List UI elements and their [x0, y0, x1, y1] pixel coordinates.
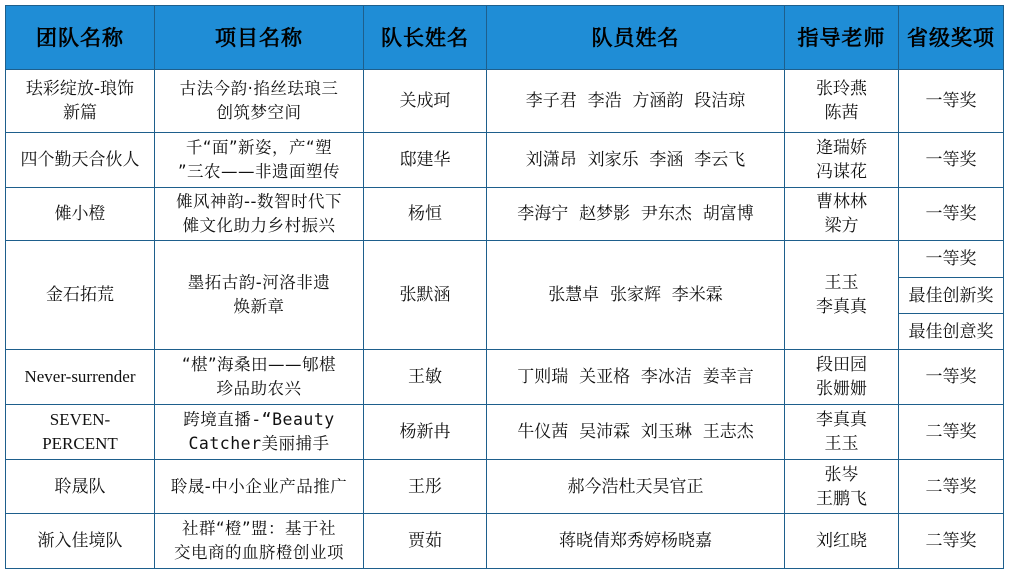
project-name-line: ”三农——非遗面塑传 [177, 162, 341, 181]
project-name-line: 创筑梦空间 [216, 103, 302, 122]
member-names-cell: 牛仪茜 吴沛霖 刘玉琳 王志杰 [487, 405, 785, 460]
advisor-name: 曹林林 [816, 192, 867, 212]
project-name-line: 傩风神韵--数智时代下 [176, 192, 342, 211]
project-name-cell [155, 514, 364, 569]
advisor-name: 逄瑞娇 [816, 138, 867, 158]
table-row [6, 350, 1004, 405]
advisor-name: 李真真 [816, 410, 867, 430]
header-row [6, 6, 1004, 70]
award-cell: 一等奖 [899, 188, 1004, 241]
advisor-name: 王鹏飞 [816, 488, 867, 509]
advisors-cell [785, 405, 899, 460]
leader-name-cell: 王敏 [364, 350, 487, 405]
award-cell: 一等奖 [899, 241, 1004, 278]
member-names-cell: 李子君 李浩 方涵韵 段洁琼 [487, 70, 785, 133]
team-name-cell: Never-surrender [6, 350, 155, 405]
advisor-name: 张姗姗 [816, 379, 867, 399]
advisor-name: 李真真 [816, 297, 867, 317]
member-names-cell: 刘潇昂 刘家乐 李涵 李云飞 [487, 133, 785, 188]
header-member-names: 队员姓名 [487, 6, 785, 70]
advisors-cell: 刘红晓 [785, 514, 899, 569]
leader-name-cell: 张默涵 [364, 241, 487, 350]
project-name-line: 千“面”新姿，产“塑 [185, 138, 333, 157]
table-row [6, 133, 1004, 188]
advisors-cell [785, 241, 899, 350]
project-name-cell [155, 133, 364, 188]
project-name-cell [155, 405, 364, 460]
project-name-cell [155, 70, 364, 133]
header-team-name: 团队名称 [6, 6, 155, 70]
team-name-line: 珐彩绽放-琅饰 [25, 79, 135, 99]
leader-name-cell: 贾茹 [364, 514, 487, 569]
award-cell: 最佳创新奖 [899, 278, 1004, 314]
award-cell: 二等奖 [899, 514, 1004, 569]
project-name-line: 珍品助农兴 [216, 379, 302, 398]
team-name-cell [6, 405, 155, 460]
advisors-cell [785, 70, 899, 133]
member-names-cell: 蒋晓倩郑秀婷杨晓嘉 [487, 514, 785, 569]
project-name-line: 墨拓古韵-河洛非遗 [187, 273, 331, 292]
advisors-cell [785, 350, 899, 405]
team-name-line: PERCENT [42, 434, 118, 453]
project-name-cell [155, 188, 364, 241]
project-name-cell [155, 241, 364, 350]
leader-name-cell: 杨恒 [364, 188, 487, 241]
advisors-cell [785, 188, 899, 241]
leader-name-cell: 邸建华 [364, 133, 487, 188]
table-row [6, 241, 1004, 278]
advisor-name: 陈茜 [824, 103, 859, 123]
table-row [6, 70, 1004, 133]
advisor-name: 冯谋花 [816, 162, 867, 182]
project-name-line: 傩文化助力乡村振兴 [182, 216, 336, 235]
advisors-cell [785, 133, 899, 188]
member-names-cell: 郝今浩杜天昊官正 [487, 460, 785, 514]
award-cell: 最佳创意奖 [899, 314, 1004, 350]
header-leader-name: 队长姓名 [364, 6, 487, 70]
team-name-cell: 渐入佳境队 [6, 514, 155, 569]
advisor-name: 张岑 [824, 464, 859, 485]
project-name-line: 跨境直播-“Beauty [183, 410, 335, 429]
award-cell: 二等奖 [899, 460, 1004, 514]
leader-name-cell: 杨新冉 [364, 405, 487, 460]
project-name-cell: 聆晟-中小企业产品推广 [155, 460, 364, 514]
award-cell: 二等奖 [899, 405, 1004, 460]
team-name-cell: 傩小橙 [6, 188, 155, 241]
table-row [6, 405, 1004, 460]
project-name-line: 交电商的血脐橙创业项 [174, 543, 344, 562]
project-name-line: “椹”海桑田——郇椹 [181, 355, 337, 374]
advisors-cell [785, 460, 899, 514]
team-name-cell: 聆晟队 [6, 460, 155, 514]
award-cell: 一等奖 [899, 70, 1004, 133]
advisor-name: 王玉 [824, 273, 859, 293]
awards-table [5, 5, 1004, 569]
advisor-name: 段田园 [816, 355, 867, 375]
advisor-name: 王玉 [824, 434, 859, 454]
table-row [6, 460, 1004, 514]
advisor-name: 梁方 [824, 216, 859, 236]
team-name-cell: 四个勤天合伙人 [6, 133, 155, 188]
team-name-line: SEVEN- [49, 410, 111, 429]
member-names-cell: 李海宁 赵梦影 尹东杰 胡富博 [487, 188, 785, 241]
project-name-line: 社群“橙”盟：基于社 [181, 519, 337, 538]
project-name-line: 古法今韵·掐丝珐琅三 [179, 79, 339, 98]
team-name-line: 新篇 [63, 103, 97, 123]
project-name-line: 焕新章 [233, 297, 285, 316]
table-row [6, 514, 1004, 569]
leader-name-cell: 关成珂 [364, 70, 487, 133]
member-names-cell: 丁则瑞 关亚格 李冰洁 姜幸言 [487, 350, 785, 405]
project-name-cell [155, 350, 364, 405]
leader-name-cell: 王彤 [364, 460, 487, 514]
project-name-line: Catcher美丽捕手 [188, 434, 330, 453]
member-names-cell: 张慧卓 张家辉 李米霖 [487, 241, 785, 350]
header-advisors: 指导老师 [785, 6, 899, 70]
team-name-cell: 金石拓荒 [6, 241, 155, 350]
table-row [6, 188, 1004, 241]
advisor-name: 张玲燕 [816, 79, 867, 99]
header-provincial-award: 省级奖项 [899, 6, 1004, 70]
award-cell: 一等奖 [899, 133, 1004, 188]
header-project-name: 项目名称 [155, 6, 364, 70]
team-name-cell [6, 70, 155, 133]
award-cell: 一等奖 [899, 350, 1004, 405]
